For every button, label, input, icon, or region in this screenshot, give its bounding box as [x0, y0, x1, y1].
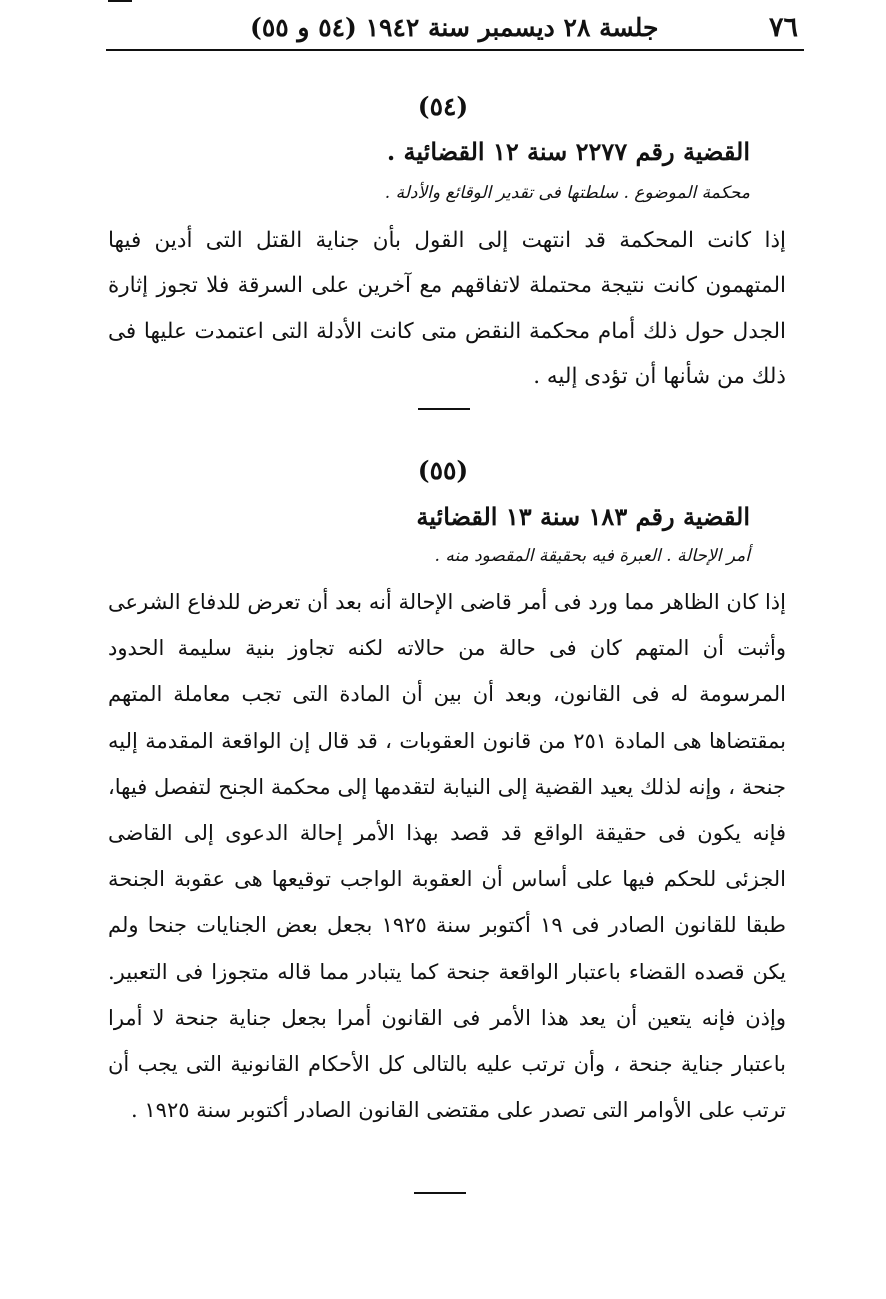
case-number-54: (٥٤)	[417, 92, 469, 121]
section-separator	[414, 1192, 466, 1194]
case-number-55: (٥٥)	[417, 456, 469, 485]
case-body-54: إذا كانت المحكمة قد انتهت إلى القول بأن جناية القتل التى أدين فيها المتهمون كانت نتيجة محتملة لاتفاقهم مع آخرين على السرقة فلا تجوز إثارة الجدل حول ذلك أمام محكمة النقض متى كانت الأدلة التى اعتمدت عليها فى ذلك من شأنها أن تؤدى إليه .	[108, 228, 786, 389]
running-header-title: جلسة ٢٨ ديسمبر سنة ١٩٤٢ (٥٤ و ٥٥)	[250, 12, 659, 42]
top-edge-mark	[108, 0, 132, 2]
page-number: ٧٦	[768, 11, 798, 43]
running-header	[108, 8, 798, 46]
case-body-55: إذا كان الظاهر مما ورد فى أمر قاضى الإحالة أنه بعد أن تعرض للدفاع الشرعى وأثبت أن المتهم كان فى حالة من حالاته لكنه تجاوز بنية سليمة الحدود المرسومة له فى القانون، وبعد أن بين أن المادة التى تجب معاملة المتهم بمقتضاها هى المادة ٢٥١ من قانون العقوبات ، قد قال إن الواقعة المقدمة إليه جنحة ، وإنه لذلك يعيد القضية إلى النيابة لتقدمها إلى محكمة الجنح لتفصل فيها، فإنه يكون فى حقيقة الواقع قد قصد بهذا الأمر إحالة الدعوى إلى القاضى الجزئى للحكم فيها على أساس أن العقوبة الواجب توقيعها هى عقوبة الجنحة طبقا للقانون الصادر فى ١٩ أكتوبر سنة ١٩٢٥ بجعل بعض الجنايات جنحا ولم يكن قصده القضاء باعتبار الواقعة جنحة كما يتبادر مما قاله متجوزا فى التعبير. وإذن فإنه يتعين أن يعد هذا الأمر فى القانون أمرا بجعل جناية جنحة لا أمرا باعتبار جناية جنحة ، وأن ترتب عليه بالتالى كل الأحكام القانونية التى يجب أن ترتب على الأوامر التى تصدر على مقتضى القانون الصادر أكتوبر سنة ١٩٢٥ .	[108, 590, 787, 1123]
case-keywords-54: محكمة الموضوع . سلطتها فى تقدير الوقائع والأدلة .	[384, 183, 750, 203]
case-title-54: القضية رقم ٢٢٧٧ سنة ١٢ القضائية .	[386, 137, 750, 166]
header-rule	[106, 49, 804, 51]
case-keywords-55: أمر الإحالة . العبرة فيه بحقيقة المقصود منه .	[434, 546, 750, 566]
section-separator	[418, 408, 470, 410]
case-title-55: القضية رقم ١٨٣ سنة ١٣ القضائية	[416, 502, 750, 531]
